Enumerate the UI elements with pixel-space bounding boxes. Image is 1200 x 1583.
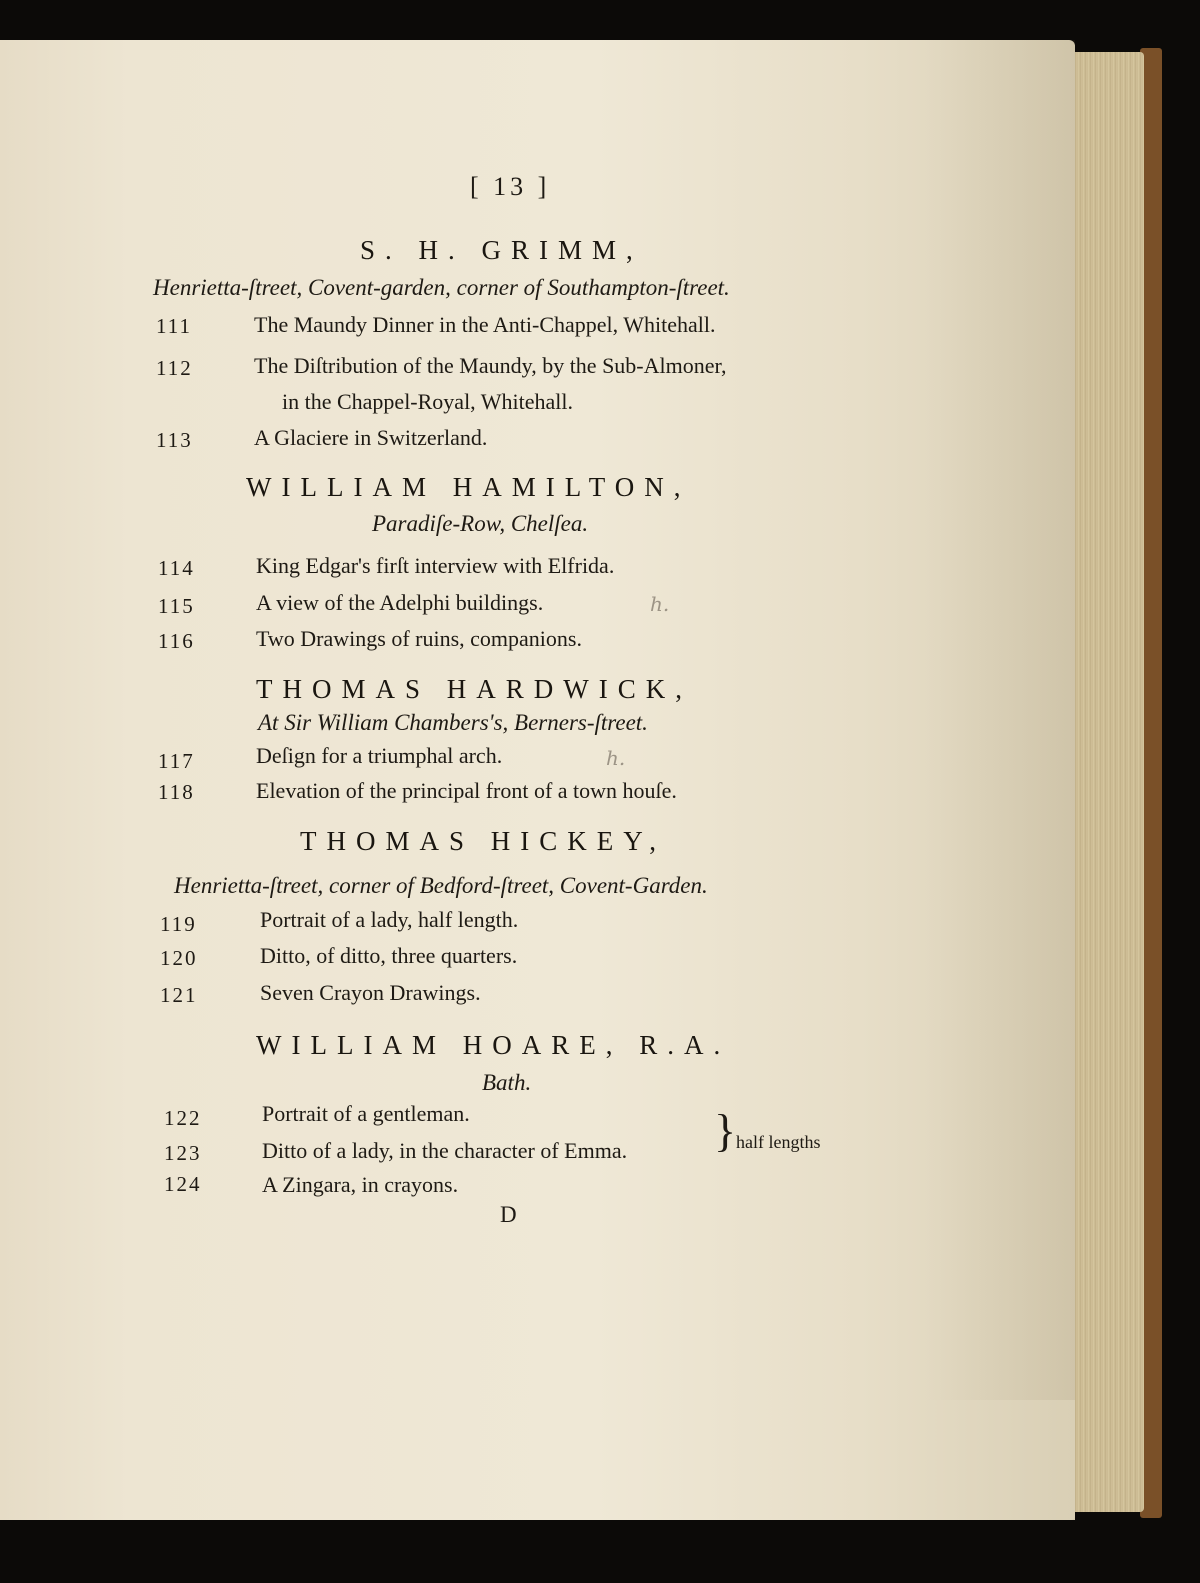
artist-address: Bath. xyxy=(482,1070,532,1095)
catalogue-number: 122 xyxy=(164,1106,202,1130)
catalogue-number: 115 xyxy=(158,594,195,618)
catalogue-number: 111 xyxy=(156,314,192,338)
catalogue-number: 118 xyxy=(158,780,195,804)
catalogue-number: 123 xyxy=(164,1141,202,1165)
grouping-brace: } xyxy=(714,1105,737,1156)
catalogue-entry: A Glaciere in Switzerland. xyxy=(254,425,488,450)
catalogue-number: 113 xyxy=(156,428,193,452)
catalogue-number: 114 xyxy=(158,556,195,580)
artist-address: Henrietta-ſtreet, corner of Bedford-ſtreet, Covent-Garden. xyxy=(174,873,708,898)
catalogue-number: 112 xyxy=(156,356,193,380)
catchword: D xyxy=(500,1202,517,1227)
catalogue-number: 121 xyxy=(160,983,198,1007)
artist-address: At Sir William Chambers's, Berners-ſtreet. xyxy=(258,710,648,735)
catalogue-entry: Elevation of the principal front of a town houſe. xyxy=(256,778,677,803)
artist-heading: S. H. GRIMM, xyxy=(360,235,643,265)
artist-heading: WILLIAM HAMILTON, xyxy=(246,472,691,502)
catalogue-entry: Deſign for a triumphal arch. xyxy=(256,743,503,768)
page-edge-shadow xyxy=(925,40,1075,1400)
page-number: [ 13 ] xyxy=(470,172,551,201)
brace-note: half lengths xyxy=(736,1132,821,1152)
catalogue-entry: The Diſtribution of the Maundy, by the Sub-Almoner, xyxy=(254,353,727,378)
catalogue-number: 117 xyxy=(158,749,195,773)
catalogue-entry: Ditto of a lady, in the character of Emma. xyxy=(262,1138,628,1163)
artist-address: Paradiſe-Row, Chelſea. xyxy=(372,511,589,536)
catalogue-entry: Ditto, of ditto, three quarters. xyxy=(260,943,518,968)
artist-heading: WILLIAM HOARE, R.A. xyxy=(256,1030,731,1060)
catalogue-number: 116 xyxy=(158,629,195,653)
catalogue-number: 119 xyxy=(160,912,197,936)
catalogue-entry: Portrait of a lady, half length. xyxy=(260,907,519,932)
artist-heading: THOMAS HICKEY, xyxy=(300,826,667,856)
artist-address: Henrietta-ſtreet, Covent-garden, corner of Southampton-ſtreet. xyxy=(153,275,730,300)
catalogue-entry: The Maundy Dinner in the Anti-Chappel, Whitehall. xyxy=(254,312,716,337)
pencil-annotation: h. xyxy=(650,592,670,616)
catalogue-entry: A Zingara, in crayons. xyxy=(262,1172,459,1197)
artist-heading: THOMAS HARDWICK, xyxy=(256,674,692,704)
catalogue-entry: Seven Crayon Drawings. xyxy=(260,980,481,1005)
pencil-annotation: h. xyxy=(606,746,626,770)
catalogue-entry-continuation: in the Chappel-Royal, Whitehall. xyxy=(282,389,574,414)
catalogue-entry: Two Drawings of ruins, companions. xyxy=(256,626,582,651)
catalogue-number: 124 xyxy=(164,1172,202,1196)
catalogue-entry: Portrait of a gentleman. xyxy=(262,1101,470,1126)
catalogue-entry: A view of the Adelphi buildings. xyxy=(256,590,544,615)
catalogue-number: 120 xyxy=(160,946,198,970)
catalogue-entry: King Edgar's firſt interview with Elfrida. xyxy=(256,553,615,578)
